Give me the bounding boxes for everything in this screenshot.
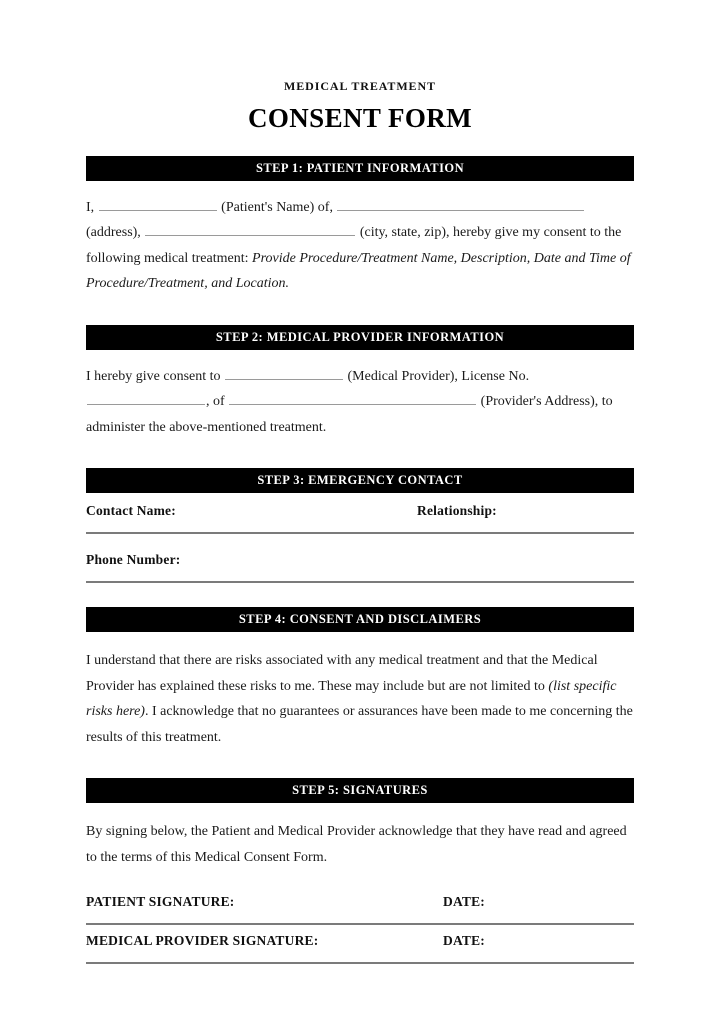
section-header-step-3: STEP 3: EMERGENCY CONTACT	[86, 468, 634, 493]
contact-name-label: Contact Name:	[86, 503, 176, 519]
license-number-blank[interactable]	[87, 392, 205, 405]
step-1-text-3: (address),	[86, 225, 141, 241]
step-2-paragraph	[86, 364, 634, 441]
relationship-label: Relationship:	[417, 503, 497, 519]
phone-number-label: Phone Number:	[86, 552, 181, 568]
step-4-text-1: I understand that there are risks associated with any medical treatment and that the Medical Provider has explained these risks to me. These may include but are not limited to	[86, 653, 598, 694]
patient-date-label: DATE:	[443, 894, 486, 910]
step-2-text-1: I hereby give consent to	[86, 368, 221, 384]
provider-signature-label: MEDICAL PROVIDER SIGNATURE:	[86, 933, 319, 949]
step-1-italic-instruction: Provide Procedure/Treatment Name, Description, Date and Time of Procedure/Treatment, and Location.	[86, 250, 631, 292]
emergency-contact-name-row	[86, 503, 634, 532]
patient-signature-label: PATIENT SIGNATURE:	[86, 894, 235, 910]
document-title-block	[86, 0, 634, 134]
step-2-text-3: , of	[206, 394, 225, 410]
step-1-text-4: (city, state, zip), hereby give my consent to the following medical treatment:	[86, 225, 622, 266]
step-1-text-2: (Patient's Name) of,	[221, 199, 333, 215]
step-4-text-2: . I acknowledge that no guarantees or assurances have been made to me concerning the results of this treatment.	[86, 704, 633, 745]
provider-signature-row	[86, 933, 634, 962]
page-title: CONSENT FORM	[247, 103, 473, 134]
medical-provider-name-blank[interactable]	[225, 367, 343, 380]
emergency-phone-row	[86, 552, 634, 581]
step-4-paragraph	[86, 648, 634, 750]
step-2-text-4: (Provider's Address), to administer the above-mentioned treatment.	[86, 394, 613, 435]
section-header-step-1: STEP 1: PATIENT INFORMATION	[86, 156, 634, 181]
patient-address-blank[interactable]	[337, 198, 584, 211]
section-header-step-2: STEP 2: MEDICAL PROVIDER INFORMATION	[86, 325, 634, 350]
step-4-italic-risks: (list specific risks here)	[86, 678, 617, 720]
step-2-text-2: (Medical Provider), License No.	[347, 368, 530, 384]
section-header-step-4: STEP 4: CONSENT AND DISCLAIMERS	[86, 607, 634, 632]
step-5-paragraph	[86, 819, 634, 870]
document-content	[86, 0, 634, 964]
provider-address-blank[interactable]	[229, 392, 476, 405]
provider-date-label: DATE:	[443, 933, 486, 949]
patient-name-blank[interactable]	[99, 198, 217, 211]
document-eyebrow: MEDICAL TREATMENT	[284, 79, 436, 93]
patient-city-state-zip-blank[interactable]	[145, 223, 355, 236]
step-1-text-1: I,	[86, 199, 95, 215]
step-1-paragraph	[86, 195, 634, 297]
step-5-text-1: By signing below, the Patient and Medical Provider acknowledge that they have read and agreed to the terms of this Medical Consent Form.	[86, 824, 627, 865]
section-header-step-5: STEP 5: SIGNATURES	[86, 778, 634, 803]
provider-signature-rule[interactable]	[86, 962, 634, 964]
patient-signature-row	[86, 894, 634, 923]
